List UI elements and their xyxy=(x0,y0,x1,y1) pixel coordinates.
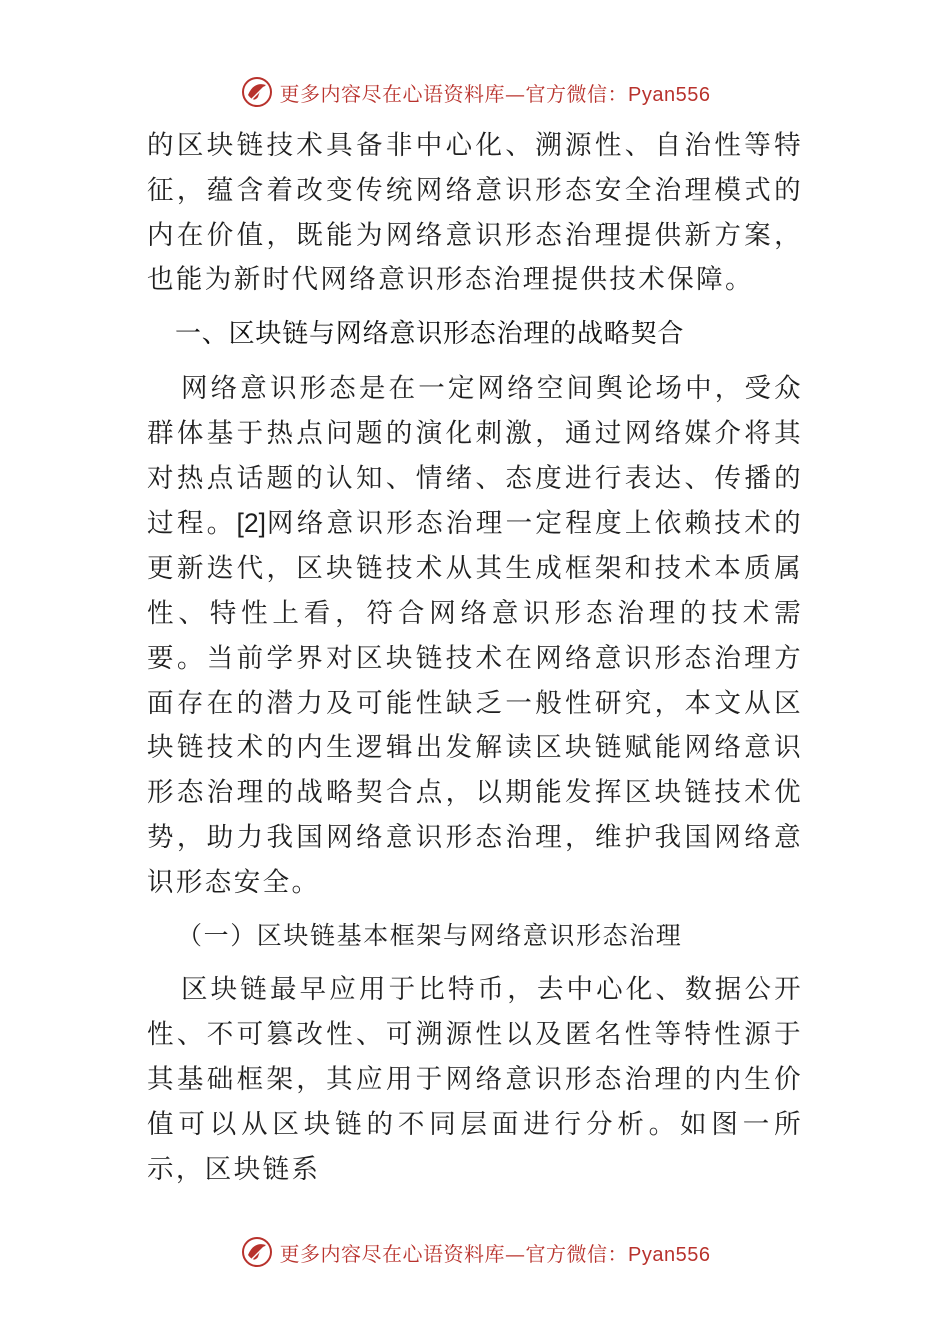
footer-banner xyxy=(0,1232,950,1272)
subsection-heading-1: （一）区块链基本框架与网络意识形态治理 xyxy=(177,920,683,950)
logo-icon xyxy=(240,1235,274,1269)
section-heading-1: 一、区块链与网络意识形态治理的战略契合 xyxy=(175,319,685,350)
citation-ref: [2] xyxy=(236,508,266,539)
wechat-id: Pyan556 xyxy=(628,83,711,106)
document-body xyxy=(147,124,803,1192)
wechat-id: Pyan556 xyxy=(628,1243,711,1266)
paragraph-intro: 的区块链技术具备非中心化、溯源性、自治性等特征，蕴含着改变传统网络意识形态安全治理模式的内在价值，既能为网络意识形态治理提供新方案，也能为新时代网络意识形态治理提供技术保障。 xyxy=(147,130,803,296)
logo-icon xyxy=(240,75,274,109)
header-banner-text: 更多内容尽在心语资料库—官方微信：Pyan556 xyxy=(279,81,711,106)
header-banner xyxy=(0,72,950,112)
footer-banner-text: 更多内容尽在心语资料库—官方微信：Pyan556 xyxy=(279,1241,711,1266)
paragraph-blockchain: 区块链最早应用于比特币，去中心化、数据公开性、不可篡改性、可溯源性以及匿名性等特性源于其基础框架，其应用于网络意识形态治理的内生价值可以从区块链的不同层面进行分析。如图一所示，区块链系 xyxy=(147,974,803,1185)
paragraph-ideology: 网络意识形态是在一定网络空间舆论场中，受众群体基于热点问题的演化刺激，通过网络媒介将其对热点话题的认知、情绪、态度进行表达、传播的过程。[2]网络意识形态治理一定程度上依赖技术的更新迭代，区块链技术从其生成框架和技术本质属性、特性上看，符合网络意识形态治理的技术需要。当前学界对区块链技术在网络意识形态治理方面存在的潜力及可能性缺乏一般性研究，本文从区块链技术的内生逻辑出发解读区块链赋能网络意识形态治理的战略契合点，以期能发挥区块链技术优势，助力我国网络意识形态治理，维护我国网络意识形态安全。 xyxy=(147,372,804,898)
